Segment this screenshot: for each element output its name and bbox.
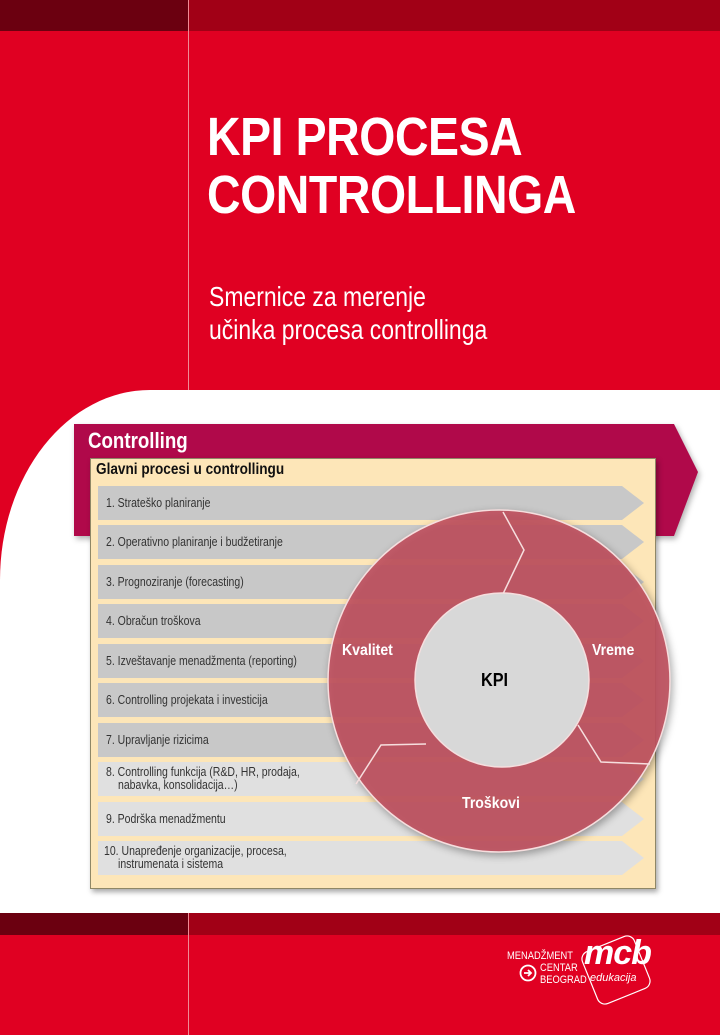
cover-subtitle	[209, 280, 487, 346]
subtitle-line-1: Smernice za merenje	[209, 281, 426, 312]
bottom-band-dark	[0, 913, 188, 935]
process-row: 6. Controlling projekata i investicija	[98, 683, 644, 717]
vertical-divider-bottom	[188, 913, 189, 1035]
brand-mark: mcb	[584, 934, 651, 972]
vertical-divider	[188, 0, 189, 390]
process-row: 1. Strateško planiranje	[98, 486, 644, 520]
process-row: 2. Operativno planiranje i budžetiranje	[98, 525, 644, 559]
top-band-dark	[0, 0, 188, 31]
process-row: 7. Upravljanje rizicima	[98, 723, 644, 757]
process-row: 10. Unapređenje organizacije, procesa, instrumenata i sistema	[98, 841, 644, 875]
title-line-2: CONTROLLINGA	[207, 165, 576, 225]
controlling-label: Controlling	[88, 428, 188, 453]
kpi-segment-costs: Troškovi	[462, 795, 520, 812]
kpi-segment-time: Vreme	[592, 642, 635, 659]
brand-sub: edukacija	[590, 972, 637, 984]
processes-title: Glavni procesi u controllingu	[96, 461, 285, 478]
cover-title	[207, 108, 576, 224]
process-row: 3. Prognoziranje (forecasting)	[98, 565, 644, 599]
kpi-center-label: KPI	[481, 670, 509, 690]
kpi-segment-quality: Kvalitet	[342, 642, 393, 659]
publisher-logo: MENADŽMENT CENTAR BEOGRAD mcb edukacija	[500, 930, 670, 1010]
process-row: 4. Obračun troškova	[98, 604, 644, 638]
subtitle-line-2: učinka procesa controllinga	[209, 314, 488, 345]
arrow-right-circle-icon	[519, 964, 537, 982]
title-line-1: KPI PROCESA	[207, 107, 523, 167]
process-row: 8. Controlling funkcija (R&D, HR, prodaja, nabavka, konsolidacija…)	[98, 762, 644, 796]
process-row: 5. Izveštavanje menadžmenta (reporting)	[98, 644, 644, 678]
process-row: 9. Podrška menadžmentu	[98, 802, 644, 836]
